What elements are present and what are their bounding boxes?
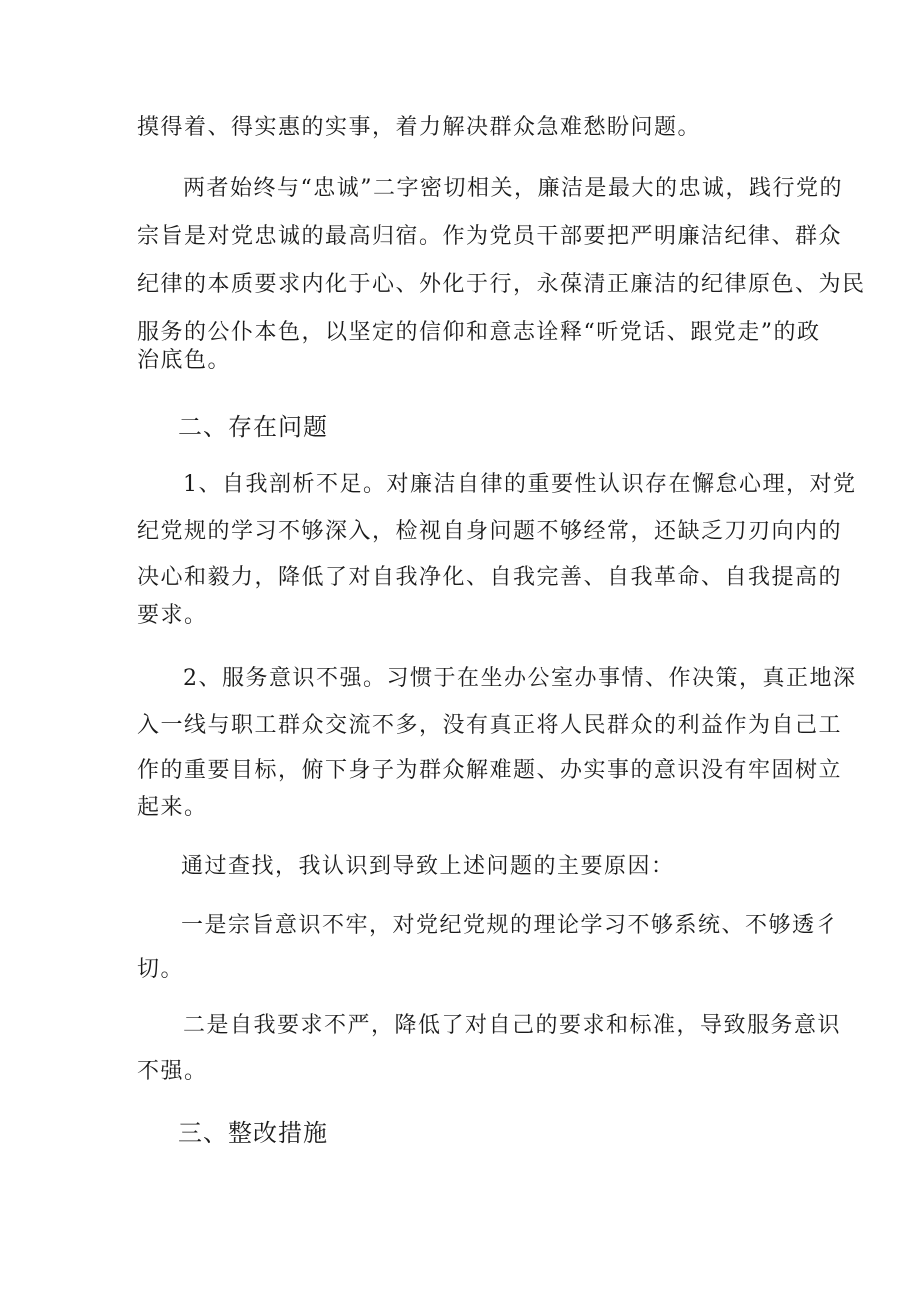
- problem-1-line-3: 决心和毅力，降低了对自我净化、自我完善、自我革命、自我提高的: [137, 565, 843, 590]
- cause-intro-line: 通过查找，我认识到导致上述问题的主要原因：: [181, 854, 675, 879]
- loyalty-paragraph-line-4: 服务的公仆本色，以坚定的信仰和意志诠释“听党话、跟党走”的政: [137, 320, 821, 345]
- problem-1-line-2: 纪党规的学习不够深入，检视自身问题不够经常，还缺乏刀刃向内的: [137, 519, 843, 544]
- problem-1-line-4: 要求。: [137, 603, 208, 628]
- loyalty-paragraph-line-5: 治底色。: [137, 348, 232, 373]
- problem-2-line-2: 入一线与职工群众交流不多，没有真正将人民群众的利益作为自己工: [137, 713, 843, 738]
- cause-2-line-2: 不强。: [137, 1059, 208, 1084]
- loyalty-paragraph-line-2: 宗旨是对党忠诚的最高归宿。作为党员干部要把严明廉洁纪律、群众: [137, 224, 843, 249]
- section-heading-problems: 二、存在问题: [178, 413, 328, 441]
- problem-1-line-1: 1、自我剖析不足。对廉洁自律的重要性认识存在懈怠心理，对党: [183, 472, 857, 497]
- cause-1-line-1: 一是宗旨意识不牢，对党纪党规的理论学习不够系统、不够透彳: [181, 913, 840, 938]
- problem-2-line-3: 作的重要目标，俯下身子为群众解难题、办实事的意识没有牢固树立: [137, 758, 843, 783]
- cause-1-line-2: 切。: [137, 957, 185, 982]
- intro-tail-line: 摸得着、得实惠的实事，着力解决群众急难愁盼问题。: [137, 115, 702, 140]
- section-heading-rectification: 三、整改措施: [178, 1119, 328, 1147]
- loyalty-paragraph-line-3: 纪律的本质要求内化于心、外化于行，永葆清正廉洁的纪律原色、为民: [137, 272, 866, 297]
- problem-2-line-1: 2、服务意识不强。习惯于在坐办公室办事情、作决策，真正地深: [183, 666, 857, 691]
- loyalty-paragraph-line-1: 两者始终与“忠诚”二字密切相关，廉洁是最大的忠诚，践行党的: [183, 176, 843, 201]
- problem-2-line-4: 起来。: [137, 795, 208, 820]
- cause-2-line-1: 二是自我要求不严，降低了对自己的要求和标准，导致服务意识: [183, 1013, 842, 1038]
